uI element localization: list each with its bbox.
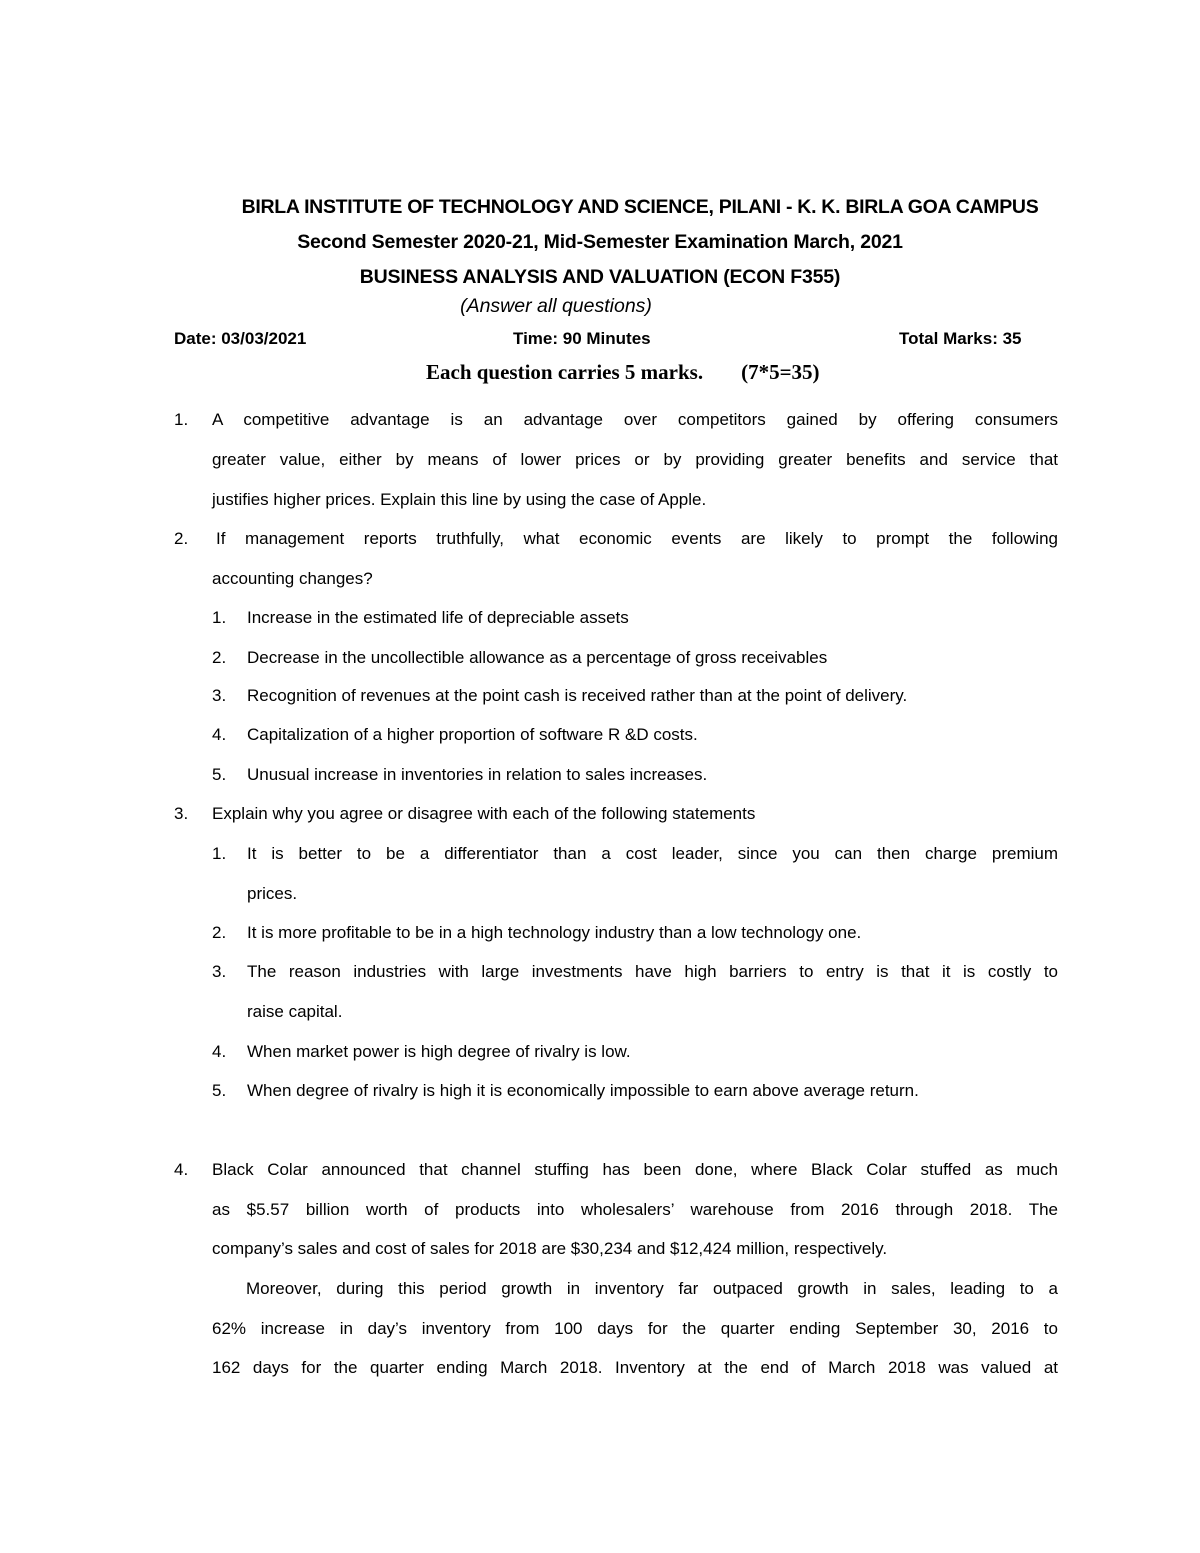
question-4-number: 4. xyxy=(174,1160,189,1179)
question-3-sub-1-line-2: prices. xyxy=(247,884,298,903)
question-3-sub-2-text: It is more profitable to be in a high technology industry than a low technology one. xyxy=(247,923,862,942)
exam-time: Time: 90 Minutes xyxy=(513,329,651,348)
question-4-line-2: as $5.57 billion worth of products into wholesalers’ warehouse from 2016 through 2018. The xyxy=(212,1200,1058,1219)
question-2-sub-4-number: 4. xyxy=(212,725,227,744)
question-2-number: 2. xyxy=(174,529,189,548)
question-1-line-2: greater value, either by means of lower prices or by providing greater benefits and service that xyxy=(212,450,1058,469)
question-2-line-2: accounting changes? xyxy=(212,569,373,588)
question-2-sub-2-text: Decrease in the uncollectible allowance as a percentage of gross receivables xyxy=(247,648,828,667)
marks-note: Each question carries 5 marks. xyxy=(426,360,704,384)
question-4-line-4: Moreover, during this period growth in inventory far outpaced growth in sales, leading to a xyxy=(246,1279,1058,1298)
question-3-sub-4-text: When market power is high degree of rivalry is low. xyxy=(247,1042,631,1061)
question-3-sub-1-line-1: It is better to be a differentiator than a cost leader, since you can then charge premium xyxy=(247,844,1058,863)
marks-note-line xyxy=(426,360,820,385)
question-3-sub-1-number: 1. xyxy=(212,844,227,863)
question-2-sub-2-number: 2. xyxy=(212,648,227,667)
semester-title: Second Semester 2020-21, Mid-Semester Examination March, 2021 xyxy=(297,231,903,253)
question-2-sub-3-text: Recognition of revenues at the point cash is received rather than at the point of delivery. xyxy=(247,686,908,705)
instruction-text: (Answer all questions) xyxy=(460,295,652,317)
question-1-line-1: A competitive advantage is an advantage over competitors gained by offering consumers xyxy=(212,410,1058,429)
marks-formula: (7*5=35) xyxy=(741,360,820,384)
exam-total-marks: Total Marks: 35 xyxy=(899,329,1022,348)
question-3-sub-4-number: 4. xyxy=(212,1042,227,1061)
question-4-line-6: 162 days for the quarter ending March 2018. Inventory at the end of March 2018 was valued at xyxy=(212,1358,1058,1377)
question-3-sub-3-number: 3. xyxy=(212,962,227,981)
course-title: BUSINESS ANALYSIS AND VALUATION (ECON F355) xyxy=(359,266,841,288)
question-2-sub-1-number: 1. xyxy=(212,608,227,627)
question-3-sub-2-number: 2. xyxy=(212,923,227,942)
question-2-sub-3-number: 3. xyxy=(212,686,227,705)
question-1-line-3: justifies higher prices. Explain this line by using the case of Apple. xyxy=(212,490,707,509)
question-2-sub-1-text: Increase in the estimated life of depreciable assets xyxy=(247,608,629,627)
question-2-sub-4-text: Capitalization of a higher proportion of software R &D costs. xyxy=(247,725,698,744)
question-3-sub-5-number: 5. xyxy=(212,1081,227,1100)
question-3-sub-3-line-1: The reason industries with large investments have high barriers to entry is that it is costly to xyxy=(247,962,1058,981)
exam-date: Date: 03/03/2021 xyxy=(174,329,307,348)
question-3-number: 3. xyxy=(174,804,189,823)
question-3-sub-3-line-2: raise capital. xyxy=(247,1002,343,1021)
question-3-sub-5-text: When degree of rivalry is high it is economically impossible to earn above average return. xyxy=(247,1081,919,1100)
question-2-sub-5-text: Unusual increase in inventories in relation to sales increases. xyxy=(247,765,708,784)
question-4-line-1: Black Colar announced that channel stuffing has been done, where Black Colar stuffed as much xyxy=(212,1160,1058,1179)
question-3-line-1: Explain why you agree or disagree with each of the following statements xyxy=(212,804,756,823)
question-4-line-3: company’s sales and cost of sales for 2018 are $30,234 and $12,424 million, respectively. xyxy=(212,1239,888,1258)
question-4-line-5: 62% increase in day’s inventory from 100 days for the quarter ending September 30, 2016 to xyxy=(212,1319,1058,1338)
institute-title: BIRLA INSTITUTE OF TECHNOLOGY AND SCIENCE, PILANI - K. K. BIRLA GOA CAMPUS xyxy=(241,196,1039,218)
question-2-sub-5-number: 5. xyxy=(212,765,227,784)
question-1-number: 1. xyxy=(174,410,189,429)
question-2-line-1: If management reports truthfully, what economic events are likely to prompt the following xyxy=(216,529,1058,548)
